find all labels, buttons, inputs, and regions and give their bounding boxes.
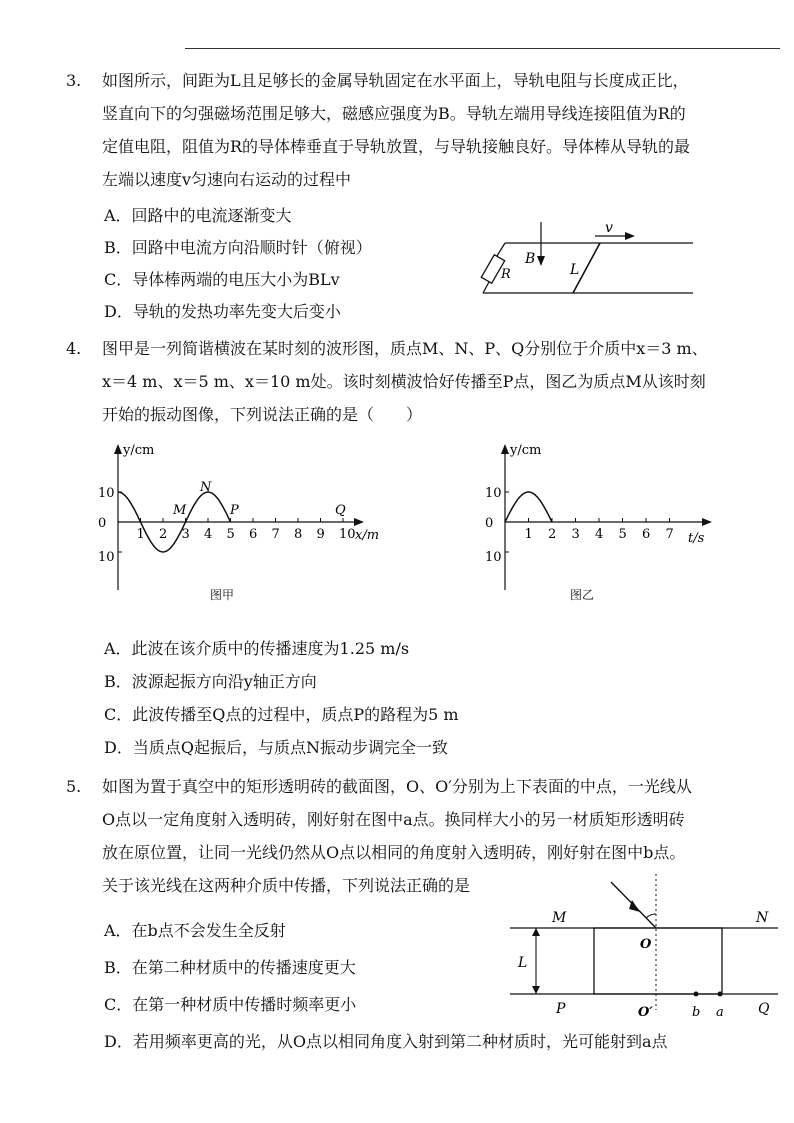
label-a: a — [716, 1005, 724, 1020]
point-m-label: M — [173, 503, 187, 518]
y-tick-label: 0 — [485, 516, 494, 531]
x-tick-label: 7 — [271, 527, 280, 542]
option-c[interactable]: C．在第一种材质中传播时频率更小 — [104, 995, 357, 1014]
y-tick-label: 10 — [98, 486, 115, 501]
label-o-prime: O′ — [638, 1005, 653, 1020]
option-d[interactable]: D．导轨的发热功率先变大后变小 — [104, 302, 341, 321]
label-b: b — [692, 1005, 701, 1020]
y-tick-label: 10 — [98, 550, 115, 565]
option-a[interactable]: A．回路中的电流逐渐变大 — [104, 206, 292, 225]
resistor-label: R — [501, 267, 511, 282]
field-label: B — [525, 251, 536, 267]
x-tick-label: 2 — [159, 527, 168, 542]
label-o: O — [640, 937, 652, 952]
option-c[interactable]: C．此波传播至Q点的过程中，质点P的路程为5 m — [104, 705, 459, 724]
question-line: 如图所示，间距为L且足够长的金属导轨固定在水平面上，导轨电阻与长度成正比， — [102, 71, 689, 90]
velocity-label: v — [605, 220, 613, 236]
length-label: L — [570, 262, 580, 278]
y-tick-label: 10 — [485, 486, 502, 501]
y-axis-label: y/cm — [123, 443, 155, 458]
option-d[interactable]: D．若用频率更高的光，从O点以相同角度入射到第二种材质时，光可能射到a点 — [104, 1032, 668, 1051]
y-axis-label: y/cm — [510, 443, 542, 458]
point-q-label: Q — [335, 503, 346, 518]
x-tick-label: 7 — [665, 527, 674, 542]
option-d[interactable]: D．当质点Q起振后，与质点N振动步调完全一致 — [104, 738, 448, 757]
x-tick-label: 2 — [548, 527, 557, 542]
vibration-graph-yi — [480, 440, 720, 605]
question-line: 图甲是一列简谐横波在某时刻的波形图，质点M、N、P、Q分别位于介质中x＝3 m、 — [102, 339, 708, 358]
option-a[interactable]: A．此波在该介质中的传播速度为1.25 m/s — [104, 639, 410, 658]
x-tick-label: 5 — [226, 527, 235, 542]
x-tick-label: 4 — [595, 527, 604, 542]
y-tick-label: 10 — [485, 550, 502, 565]
rail-circuit-diagram — [455, 212, 715, 312]
question-line: 如图为置于真空中的矩形透明砖的截面图，O、O′分别为上下表面的中点，一光线从 — [102, 777, 692, 796]
x-tick-label: 4 — [204, 527, 213, 542]
header-rule — [185, 48, 780, 49]
x-tick-label: 6 — [642, 527, 651, 542]
question-line: 放在原位置，让同一光线仍然从O点以相同的角度射入透明砖，刚好射在图中b点。 — [102, 843, 686, 862]
x-axis-label: t/s — [688, 531, 705, 546]
question-number: 5. — [66, 777, 82, 796]
question-line: 左端以速度v匀速向右运动的过程中 — [102, 170, 352, 189]
y-tick-label: 0 — [98, 516, 107, 531]
x-tick-label: 1 — [136, 527, 145, 542]
label-n: N — [756, 910, 769, 926]
option-a[interactable]: A．在b点不会发生全反射 — [104, 921, 286, 940]
question-line: O点以一定角度射入透明砖，刚好射在图中a点。换同样大小的另一材质矩形透明砖 — [102, 810, 685, 829]
question-line: x＝4 m、x＝5 m、x＝10 m处。该时刻横波恰好传播至P点，图乙为质点M从该时刻 — [102, 372, 706, 391]
point-p-label: P — [230, 503, 239, 518]
question-number: 3. — [66, 71, 82, 90]
point-n-label: N — [200, 480, 212, 495]
label-m: M — [552, 910, 567, 926]
x-tick-label: 3 — [181, 527, 190, 542]
question-number: 4. — [66, 339, 82, 358]
question-line: 竖直向下的匀强磁场范围足够大，磁感应强度为B。导轨左端用导线连接阻值为R的 — [102, 104, 686, 123]
glass-brick-diagram — [510, 870, 780, 1025]
label-p: P — [556, 1001, 566, 1017]
wave-graph-jia — [95, 440, 395, 605]
x-axis-label: x/m — [355, 528, 380, 543]
question-line: 开始的振动图像，下列说法正确的是（ ） — [102, 405, 423, 424]
option-b[interactable]: B．回路中电流方向沿顺时针（俯视） — [104, 238, 372, 257]
question-line: 定值电阻，阻值为R的导体棒垂直于导轨放置，与导轨接触良好。导体棒从导轨的最 — [102, 137, 691, 156]
label-l: L — [518, 955, 528, 971]
x-tick-label: 5 — [618, 527, 627, 542]
option-c[interactable]: C．导体棒两端的电压大小为BLv — [104, 270, 340, 289]
figure-caption-yi: 图乙 — [570, 588, 595, 602]
x-tick-label: 8 — [294, 527, 303, 542]
x-tick-label: 10 — [339, 527, 356, 542]
x-tick-label: 1 — [524, 527, 533, 542]
x-tick-label: 6 — [249, 527, 258, 542]
option-b[interactable]: B．在第二种材质中的传播速度更大 — [104, 958, 356, 977]
x-tick-label: 3 — [571, 527, 580, 542]
label-q: Q — [758, 1001, 770, 1017]
option-b[interactable]: B．波源起振方向沿y轴正方向 — [104, 672, 317, 691]
question-line: 关于该光线在这两种介质中传播，下列说法正确的是 — [102, 876, 471, 895]
vibration-curve — [505, 492, 552, 522]
figure-caption-jia: 图甲 — [210, 588, 235, 602]
x-tick-label: 9 — [316, 527, 325, 542]
